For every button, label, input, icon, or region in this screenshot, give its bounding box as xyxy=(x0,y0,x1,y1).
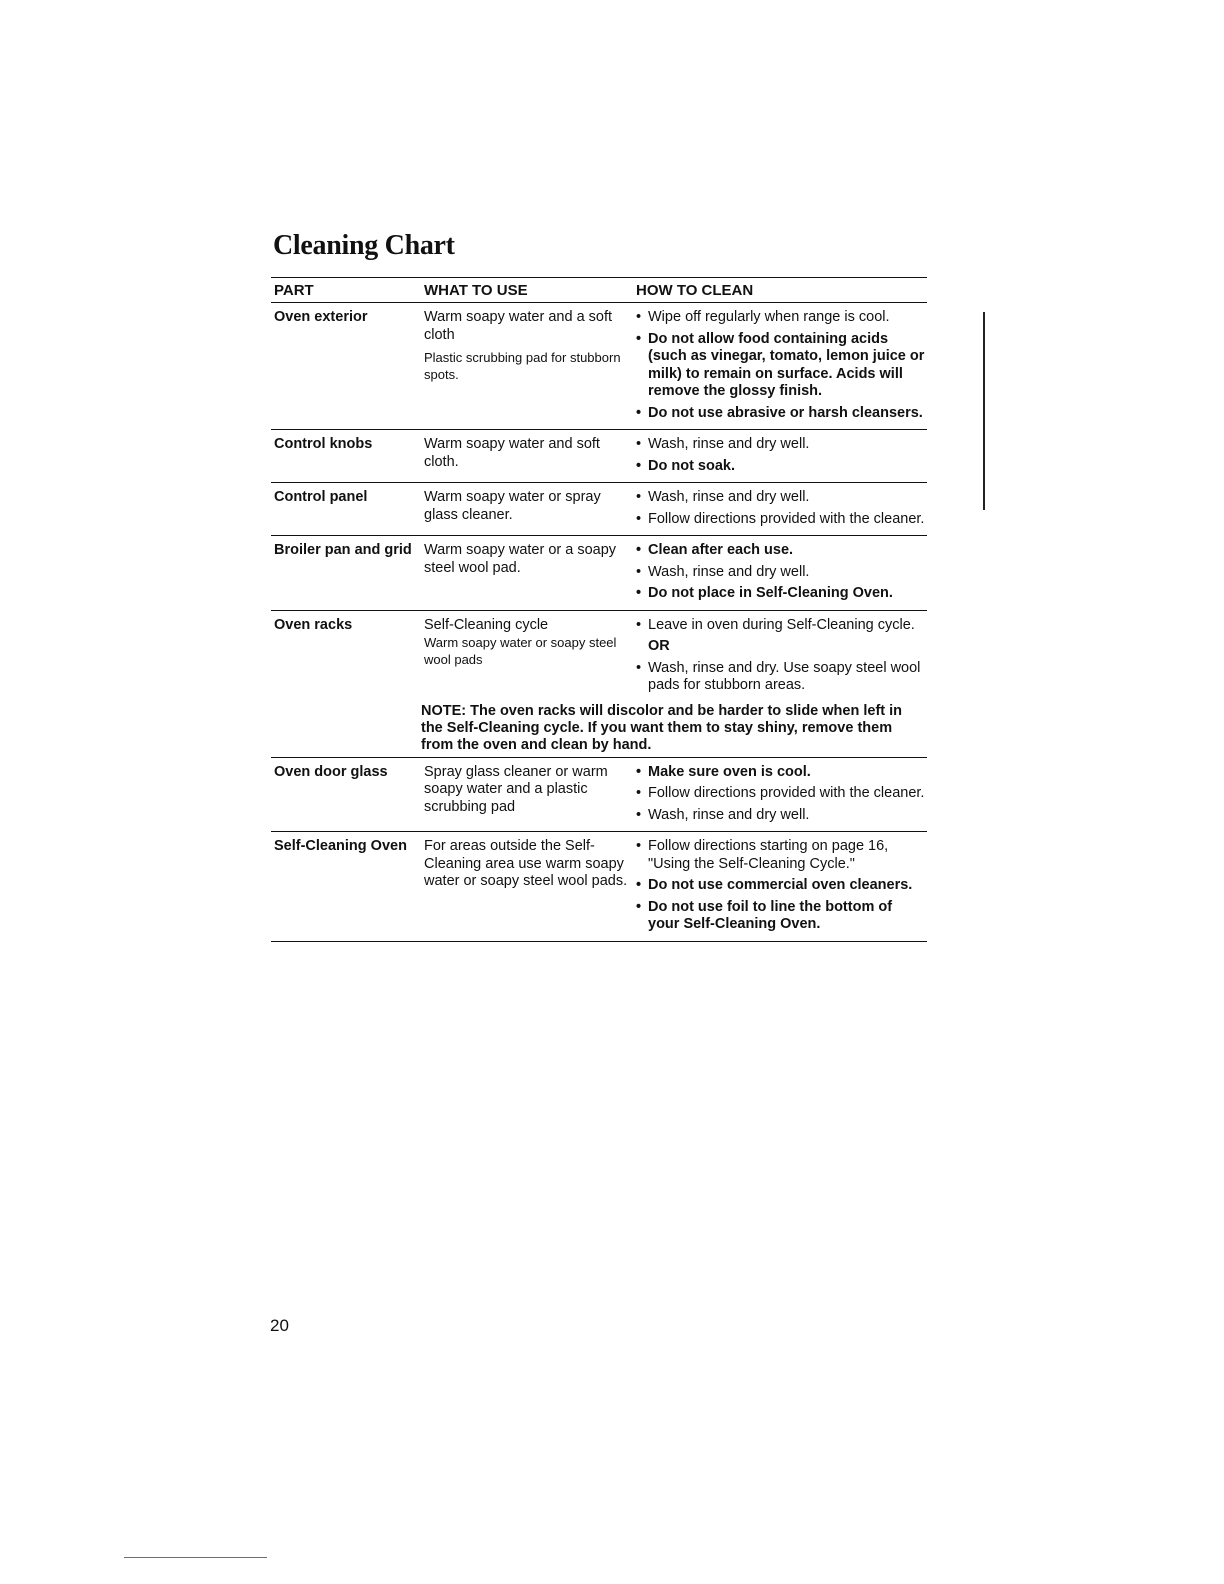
page-number: 20 xyxy=(270,1316,289,1335)
how-to-clean-cell xyxy=(636,617,927,699)
tip-item: • Wash, rinse and dry well. xyxy=(636,436,927,454)
tip-item: • Do not use abrasive or harsh cleansers. xyxy=(636,405,927,423)
part-cell: Oven racks xyxy=(274,616,353,633)
tip-item: • Do not place in Self-Cleaning Oven. xyxy=(636,585,927,603)
use-text: Warm soapy water or a soapy steel wool pad. xyxy=(424,542,617,576)
how-to-clean-cell xyxy=(636,436,927,479)
cleaning-chart-table xyxy=(271,277,927,942)
how-to-clean-cell xyxy=(636,489,927,532)
tip-item: • Do not allow food containing acids (such as vinegar, tomato, lemon juice or milk) to remain on surface. Acids will remove the glossy finish. xyxy=(636,331,927,401)
table-row-broiler-pan xyxy=(271,536,927,611)
tip-item: • Do not soak. xyxy=(636,458,927,476)
part-cell: Oven exterior xyxy=(274,309,368,325)
use-text: Warm soapy water and soft cloth. xyxy=(424,436,600,470)
how-to-clean-cell xyxy=(636,542,927,607)
what-to-use-cell xyxy=(421,764,636,822)
table-row-oven-racks xyxy=(271,611,927,758)
margin-change-bar xyxy=(983,312,985,510)
tip-item: • Follow directions provided with the cleaner. xyxy=(636,511,927,529)
header-what-to-use: WHAT TO USE xyxy=(424,281,528,299)
table-row-oven-door-glass xyxy=(271,758,927,833)
how-to-clean-cell xyxy=(636,764,927,829)
table-header xyxy=(271,277,927,303)
part-cell: Control knobs xyxy=(274,436,373,452)
what-to-use-cell xyxy=(421,436,636,476)
what-to-use-cell xyxy=(421,542,636,582)
what-to-use-cell xyxy=(421,489,636,529)
use-text: Warm soapy water or spray glass cleaner. xyxy=(424,489,601,523)
table-row-self-cleaning-oven xyxy=(271,832,927,942)
footer-rule xyxy=(124,1557,267,1558)
how-to-clean-cell xyxy=(636,309,927,426)
tip-item: • Follow directions provided with the cleaner. xyxy=(636,785,927,803)
use-text: Warm soapy water and a soft cloth xyxy=(424,309,613,343)
tip-item: • Follow directions starting on page 16, "Using the Self-Cleaning Cycle." xyxy=(636,838,927,873)
tip-item: • Make sure oven is cool. xyxy=(636,764,927,782)
page-title: Cleaning Chart xyxy=(273,230,455,261)
how-to-clean-cell xyxy=(636,838,927,938)
what-to-use-cell xyxy=(421,617,636,674)
use-text: For areas outside the Self-Cleaning area use warm soapy water or soapy steel wool pads. xyxy=(424,838,628,889)
what-to-use-cell xyxy=(421,309,636,388)
table-row-control-knobs xyxy=(271,430,927,483)
tip-item: • Clean after each use. xyxy=(636,542,927,560)
part-cell: Oven door glass xyxy=(274,763,388,780)
part-cell: Broiler pan and grid xyxy=(274,542,412,558)
use-text: Spray glass cleaner or warm soapy water and a plastic scrubbing pad xyxy=(424,763,608,815)
tip-item: • Wash, rinse and dry well. xyxy=(636,564,927,582)
what-to-use-cell xyxy=(421,838,636,896)
header-how-to-clean: HOW TO CLEAN xyxy=(636,281,754,299)
part-cell: Self-Cleaning Oven xyxy=(274,838,407,854)
tip-item: • Wipe off regularly when range is cool. xyxy=(636,309,927,327)
tip-item: • Do not use commercial oven cleaners. xyxy=(636,877,927,895)
use-text: Warm soapy water or soapy steel wool pads xyxy=(424,635,617,667)
tip-item: • Leave in oven during Self-Cleaning cycle. xyxy=(636,617,927,635)
part-cell: Control panel xyxy=(274,489,368,505)
tip-item: • Wash, rinse and dry. Use soapy steel wool pads for stubborn areas. xyxy=(636,660,927,695)
header-part: PART xyxy=(274,281,314,299)
use-text: Self-Cleaning cycle xyxy=(424,616,549,633)
tip-item: • Wash, rinse and dry well. xyxy=(636,489,927,507)
or-label: OR xyxy=(648,638,670,654)
use-text: Plastic scrubbing pad for stubborn spots. xyxy=(424,350,621,382)
table-row-oven-exterior xyxy=(271,303,927,430)
oven-racks-note: NOTE: The oven racks will discolor and be harder to slide when left in the Self-Cleaning cycle. If you want them to stay shiny, remove them from the oven and clean by hand. xyxy=(421,702,903,753)
table-row-control-panel xyxy=(271,483,927,536)
tip-item: • Do not use foil to line the bottom of your Self-Cleaning Oven. xyxy=(636,899,927,934)
tip-item: • Wash, rinse and dry well. xyxy=(636,807,927,825)
